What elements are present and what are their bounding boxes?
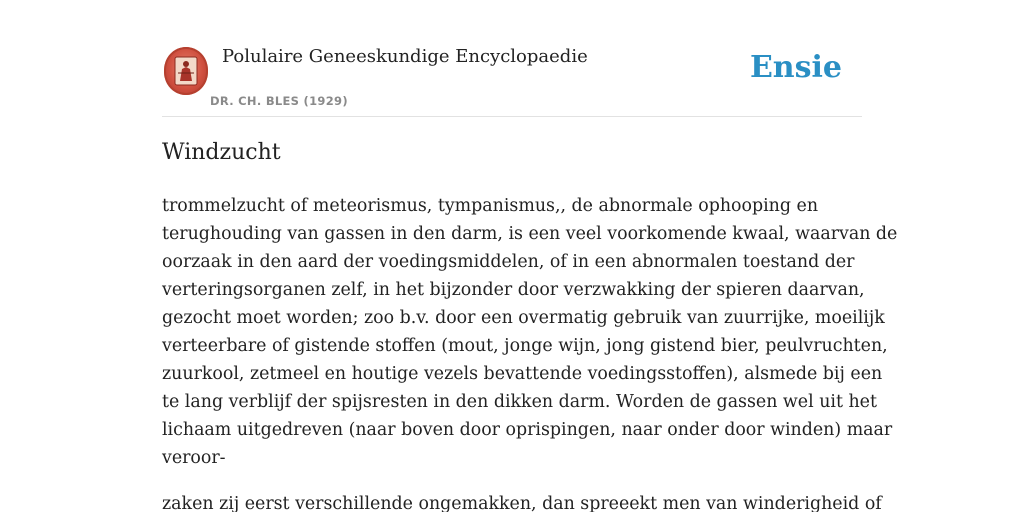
paragraph-line: verteringsorganen zelf, in het bijzonder door verzwakking der spieren daarvan, [162, 280, 865, 300]
author-label: DR. CH. BLES (1929) [210, 94, 348, 108]
paragraph-line: zuurkool, zetmeel en houtige vezels bevattende voedingsstoffen), alsmede bij een [162, 364, 883, 384]
header [162, 40, 862, 117]
ensie-logo-link[interactable]: Ensie [749, 50, 842, 85]
entry-paragraph-1 [162, 192, 898, 472]
paragraph-line: trommelzucht of meteorismus, tympanismus,, de abnormale ophooping en [162, 196, 819, 216]
paragraph-line: lichaam uitgedreven (naar boven door oprispingen, naar onder door winden) maar [162, 420, 893, 440]
book-title[interactable]: Polulaire Geneeskundige Encyclopaedie [222, 46, 588, 67]
paragraph-line: te lang verblijf der spijsresten in den dikken darm. Worden de gassen wel uit het [162, 392, 877, 412]
paragraph-line: oorzaak in den aard der voedingsmiddelen, of in een abnormalen toestand der [162, 252, 855, 272]
paragraph-line: gezocht moet worden; zoo b.v. door een overmatig gebruik van zuurrijke, moeilijk [162, 308, 885, 328]
paragraph-line: veroor- [162, 448, 226, 468]
entry-title: Windzucht [162, 140, 281, 165]
entry-paragraph-2 [162, 490, 882, 512]
paragraph-line: zaken zij eerst verschillende ongemakken, dan spreeekt men van winderigheid of [162, 494, 882, 512]
paragraph-line: verteerbare of gistende stoffen (mout, jonge wijn, jong gistend bier, peulvruchten, [162, 336, 888, 356]
book-cover-icon[interactable] [164, 47, 208, 95]
paragraph-line: terughouding van gassen in den darm, is een veel voorkomende kwaal, waarvan de [162, 224, 898, 244]
